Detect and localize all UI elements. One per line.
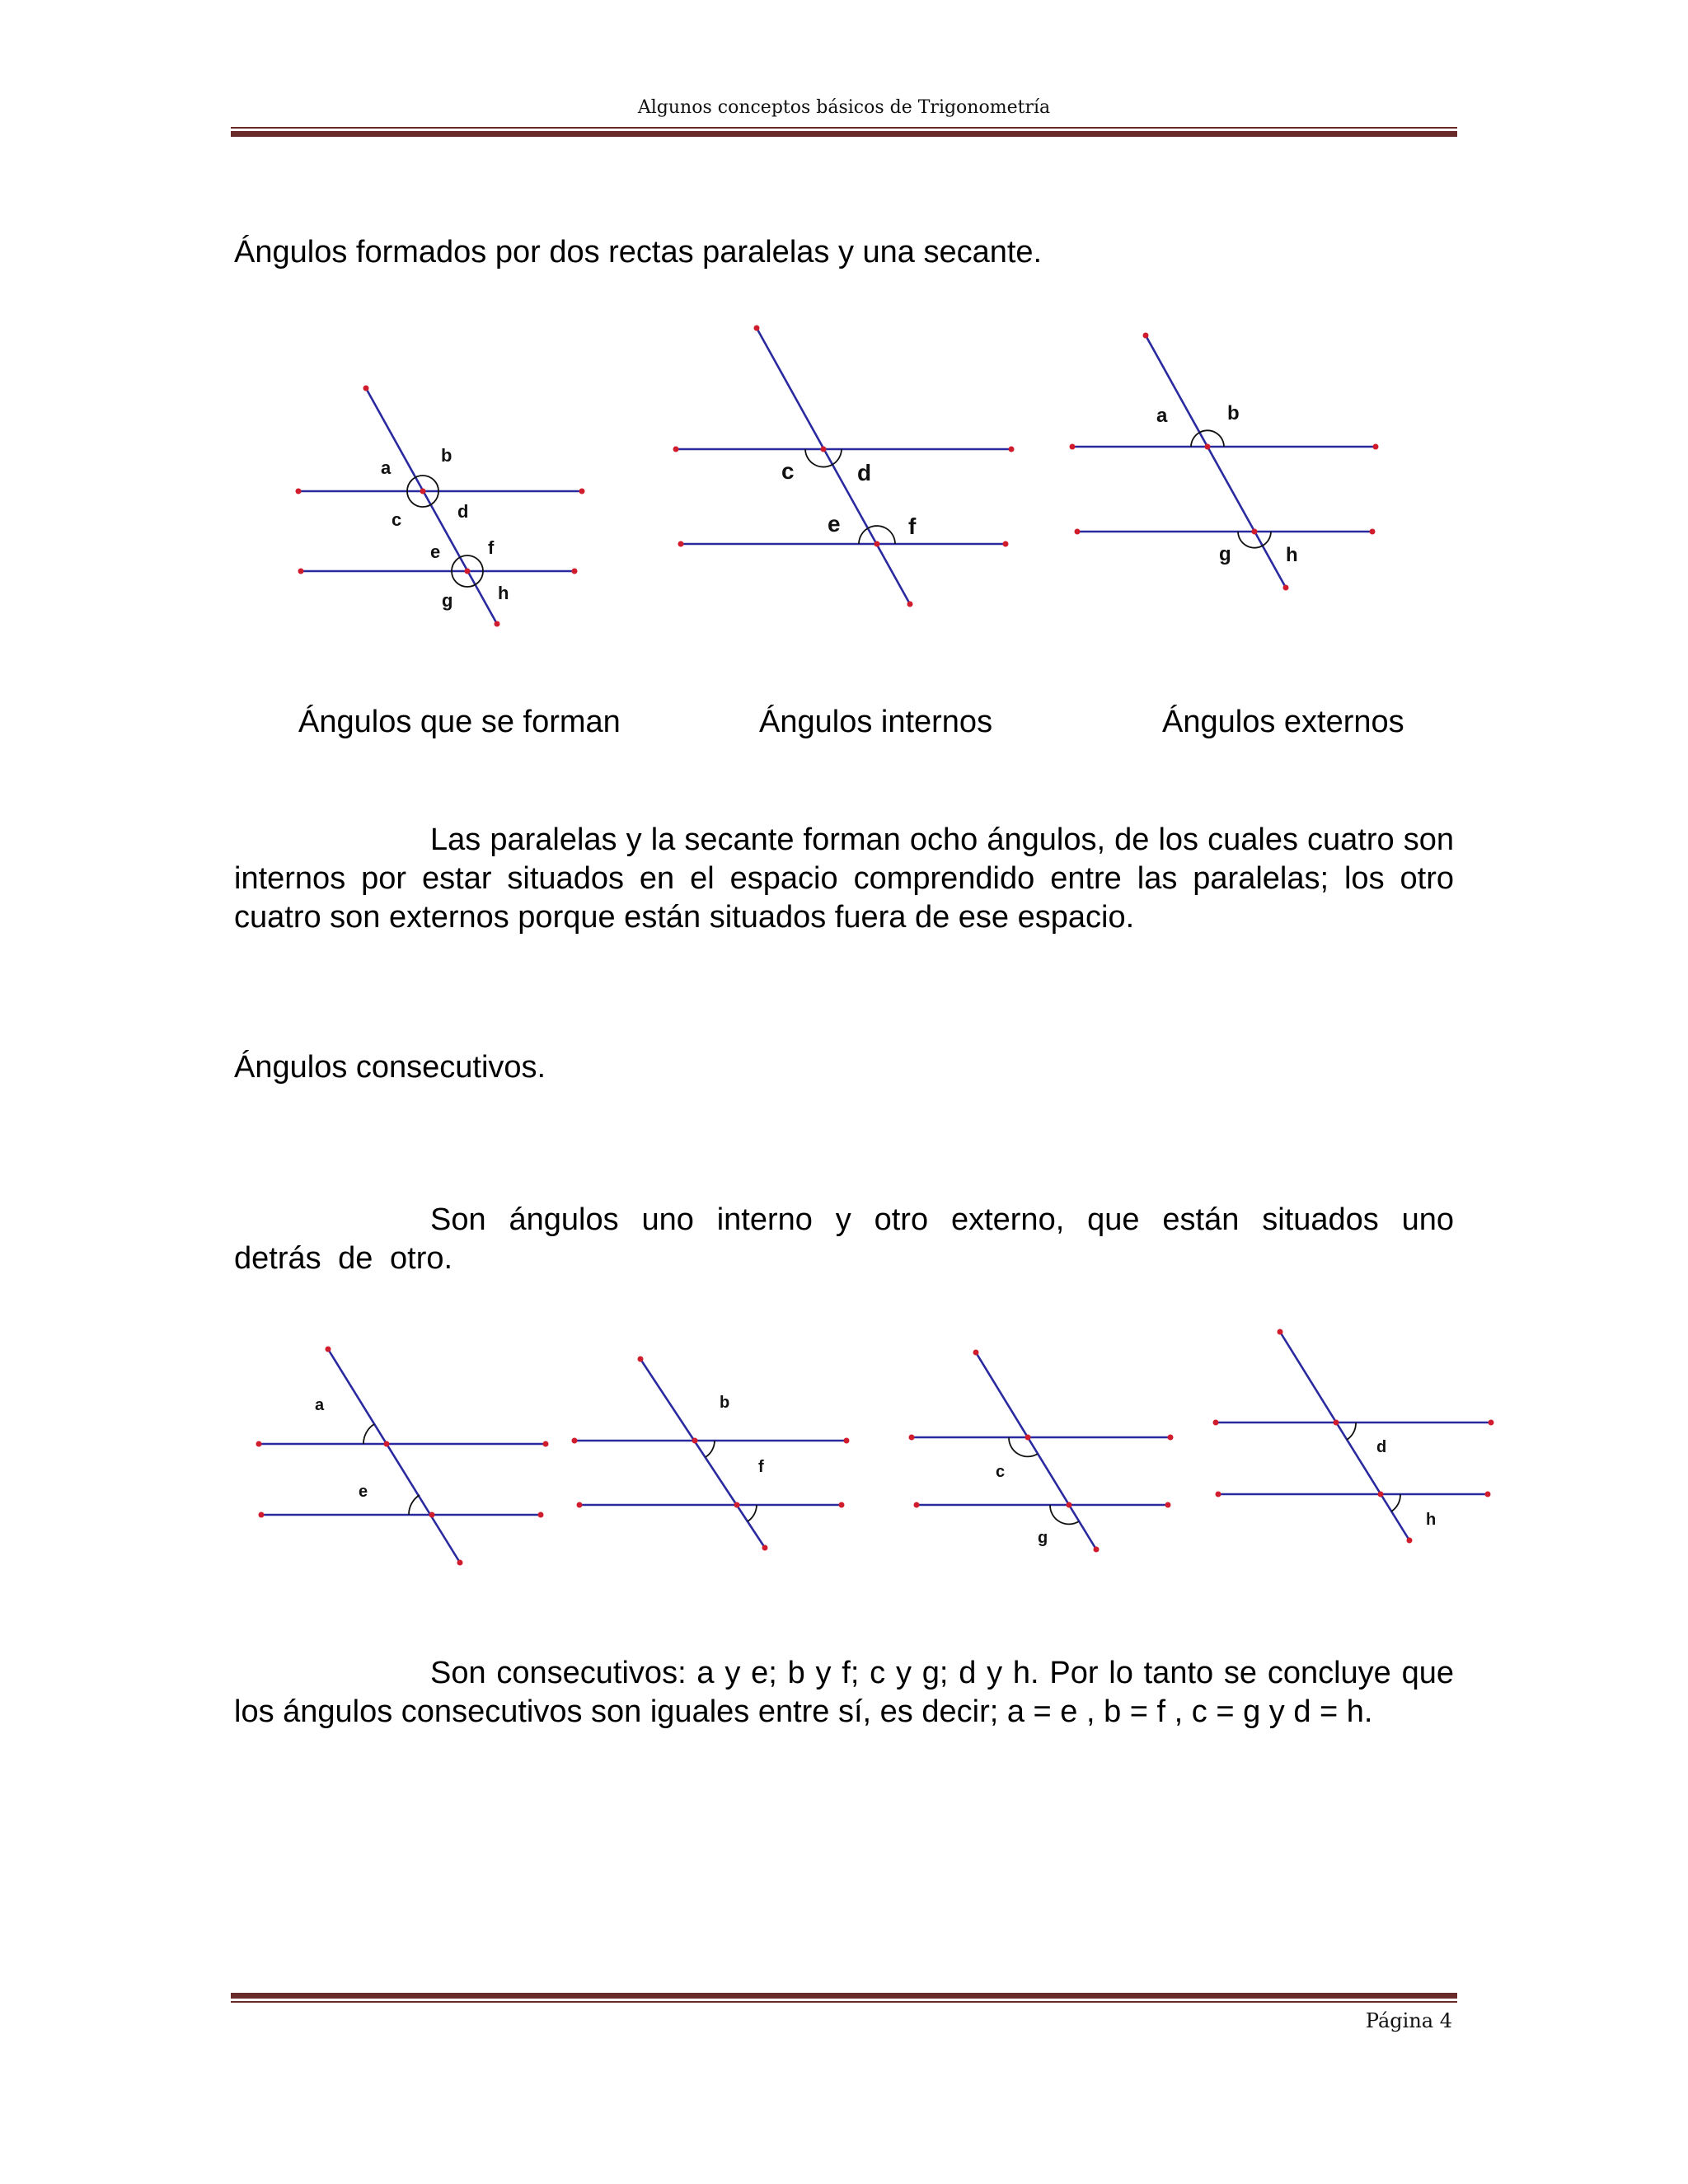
fig1-label-g: g (442, 590, 453, 611)
fig5-label-b: b (720, 1394, 730, 1412)
figure-angles-formed (280, 379, 602, 643)
fig7-label-h: h (1426, 1511, 1437, 1529)
fig1-label-e: e (430, 541, 441, 562)
fig3-label-b: b (1227, 402, 1240, 424)
header-title: Algunos conceptos básicos de Trigonometría (637, 97, 1051, 118)
fig1-label-h: h (498, 583, 509, 603)
section2-paragraph1: Son ángulos uno interno y otro externo, que están situados uno detrás de otro. (234, 1202, 1454, 1276)
section2-paragraph2: Son consecutivos: a y e; b y f; c y g; d y h. Por lo tanto se concluye que los ángulos consecutivos son iguales entre sí, es decir; a = e , b = f , c = g y d = h. (234, 1656, 1454, 1729)
footer-rule (231, 1993, 1457, 2003)
fig7-label-d: d (1376, 1438, 1387, 1456)
fig1-label-f: f (488, 537, 495, 558)
figure-consecutive-a-e (251, 1339, 556, 1570)
fig1-label-d: d (457, 501, 469, 522)
fig3-label-a: a (1156, 405, 1168, 427)
header-rule (231, 127, 1457, 137)
section1-paragraph: Las paralelas y la secante forman ocho ángulos, de los cuales cuatro son internos por estar situados en el espacio comprendido entre las paralelas; los otro cuatro son externos porque están situados fuera de ese espacio. (234, 823, 1454, 935)
fig4-label-e: e (359, 1483, 368, 1501)
fig5-label-f: f (758, 1458, 764, 1476)
page-number: Página 4 (1365, 2009, 1452, 2032)
fig2-label-c: c (781, 458, 795, 484)
section2-heading: Ángulos consecutivos. (234, 1050, 546, 1085)
fig4-label-a: a (315, 1396, 325, 1414)
figure-consecutive-d-h (1207, 1327, 1504, 1549)
fig3-label-g: g (1219, 543, 1231, 565)
fig2-label-f: f (908, 513, 917, 539)
fig2-label-d: d (857, 460, 872, 485)
fig6-label-g: g (1038, 1529, 1048, 1547)
fig1-label-a: a (381, 457, 392, 478)
figure-interior-angles (668, 321, 1022, 610)
figure-consecutive-b-f (569, 1347, 857, 1554)
caption-angles-formed: Ángulos que se forman (298, 705, 621, 739)
fig1-label-c: c (392, 509, 402, 530)
figure-consecutive-c-g (903, 1342, 1183, 1560)
caption-exterior-angles: Ángulos externos (1162, 705, 1404, 739)
section1-heading: Ángulos formados por dos rectas paralelas y una secante. (234, 235, 1043, 269)
fig2-label-e: e (828, 511, 841, 537)
figure-exterior-angles (1063, 326, 1393, 598)
fig6-label-c: c (996, 1463, 1006, 1481)
fig1-label-b: b (441, 445, 452, 466)
fig3-label-h: h (1286, 544, 1298, 566)
caption-interior-angles: Ángulos internos (759, 705, 993, 739)
